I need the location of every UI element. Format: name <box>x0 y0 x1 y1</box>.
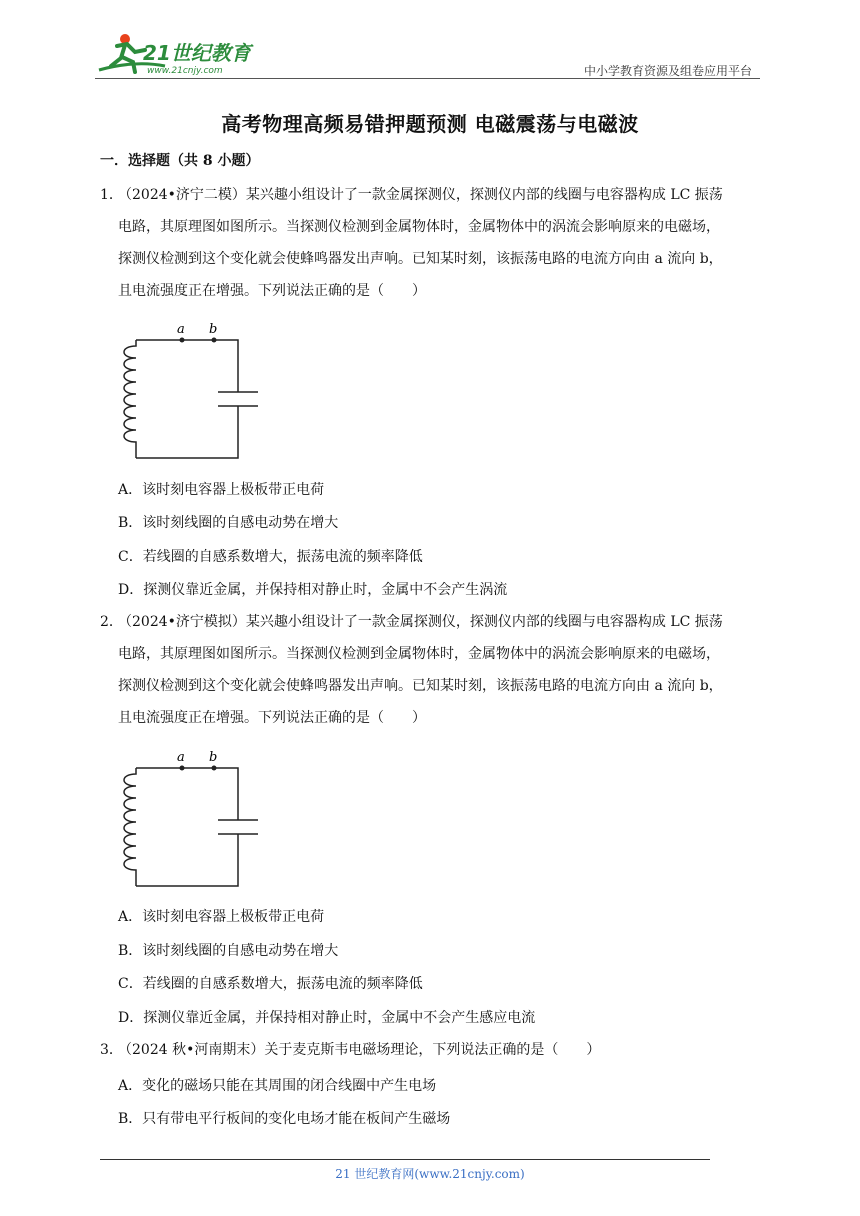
point-b-marker <box>212 766 217 771</box>
inductor-coil <box>124 768 136 886</box>
option-c: C．若线圈的自感系数增大，振荡电流的频率降低 <box>118 976 423 992</box>
page-title: 高考物理高频易错押题预测 电磁震荡与电磁波 <box>221 112 639 136</box>
question-text-line: （2024•济宁二模）某兴趣小组设计了一款金属探测仪，探测仪内部的线圈与电容器构成 LC 振荡 <box>118 187 723 203</box>
question-text-line: （2024 秋•河南期末）关于麦克斯韦电磁场理论，下列说法正确的是（ ） <box>118 1042 601 1058</box>
question-text-line: 探测仪检测到这个变化就会使蜂鸣器发出声响。已知某时刻，该振荡电路的电流方向由 a 流向 b， <box>118 678 723 694</box>
question-text-line: 电路，其原理图如图所示。当探测仪检测到金属物体时，金属物体中的涡流会影响原来的电磁场， <box>118 219 720 235</box>
option-b: B．该时刻线圈的自感电动势在增大 <box>118 515 339 531</box>
inductor-coil <box>124 340 136 458</box>
logo-text: 21世纪教育 <box>143 41 251 65</box>
option-a: A．该时刻电容器上极板带正电荷 <box>118 482 325 498</box>
lc-circuit-diagram <box>118 748 268 888</box>
point-a-marker <box>180 766 185 771</box>
footer-text[interactable]: 21 世纪教育网(www.21cnjy.com) <box>335 1167 525 1181</box>
label-b: b <box>209 322 218 337</box>
question-text-line: （2024•济宁模拟）某兴趣小组设计了一款金属探测仪，探测仪内部的线圈与电容器构成 LC 振荡 <box>118 614 723 630</box>
option-a: A．变化的磁场只能在其周围的闭合线圈中产生电场 <box>118 1078 437 1094</box>
point-b-marker <box>212 338 217 343</box>
logo-url: www.21cnjy.com <box>147 66 223 76</box>
logo <box>95 30 265 76</box>
point-a-marker <box>180 338 185 343</box>
question-number: 1． <box>100 187 123 203</box>
option-d: D．探测仪靠近金属，并保持相对静止时，金属中不会产生感应电流 <box>118 1010 536 1026</box>
label-b: b <box>209 750 218 765</box>
question-3 <box>100 1034 768 1066</box>
option-d: D．探测仪靠近金属，并保持相对静止时，金属中不会产生涡流 <box>118 582 508 598</box>
label-a: a <box>177 750 185 765</box>
option-b: B．只有带电平行板间的变化电场才能在板间产生磁场 <box>118 1111 451 1127</box>
footer-divider <box>100 1159 710 1160</box>
question-1 <box>100 179 768 307</box>
header-divider <box>95 78 760 79</box>
question-text-line: 且电流强度正在增强。下列说法正确的是（ ） <box>118 710 426 726</box>
question-text-line: 且电流强度正在增强。下列说法正确的是（ ） <box>118 283 426 299</box>
question-2 <box>100 606 768 734</box>
option-c: C．若线圈的自感系数增大，振荡电流的频率降低 <box>118 549 423 565</box>
page-header <box>95 30 760 80</box>
question-text-line: 电路，其原理图如图所示。当探测仪检测到金属物体时，金属物体中的涡流会影响原来的电磁场， <box>118 646 720 662</box>
lc-circuit-diagram <box>118 320 268 460</box>
question-number: 2． <box>100 614 123 630</box>
question-text-line: 探测仪检测到这个变化就会使蜂鸣器发出声响。已知某时刻，该振荡电路的电流方向由 a 流向 b， <box>118 251 723 267</box>
label-a: a <box>177 322 185 337</box>
option-b: B．该时刻线圈的自感电动势在增大 <box>118 943 339 959</box>
section-heading: 一．选择题（共 8 小题） <box>100 153 260 169</box>
platform-name: 中小学教育资源及组卷应用平台 <box>583 64 752 78</box>
question-number: 3． <box>100 1042 123 1058</box>
option-a: A．该时刻电容器上极板带正电荷 <box>118 909 325 925</box>
